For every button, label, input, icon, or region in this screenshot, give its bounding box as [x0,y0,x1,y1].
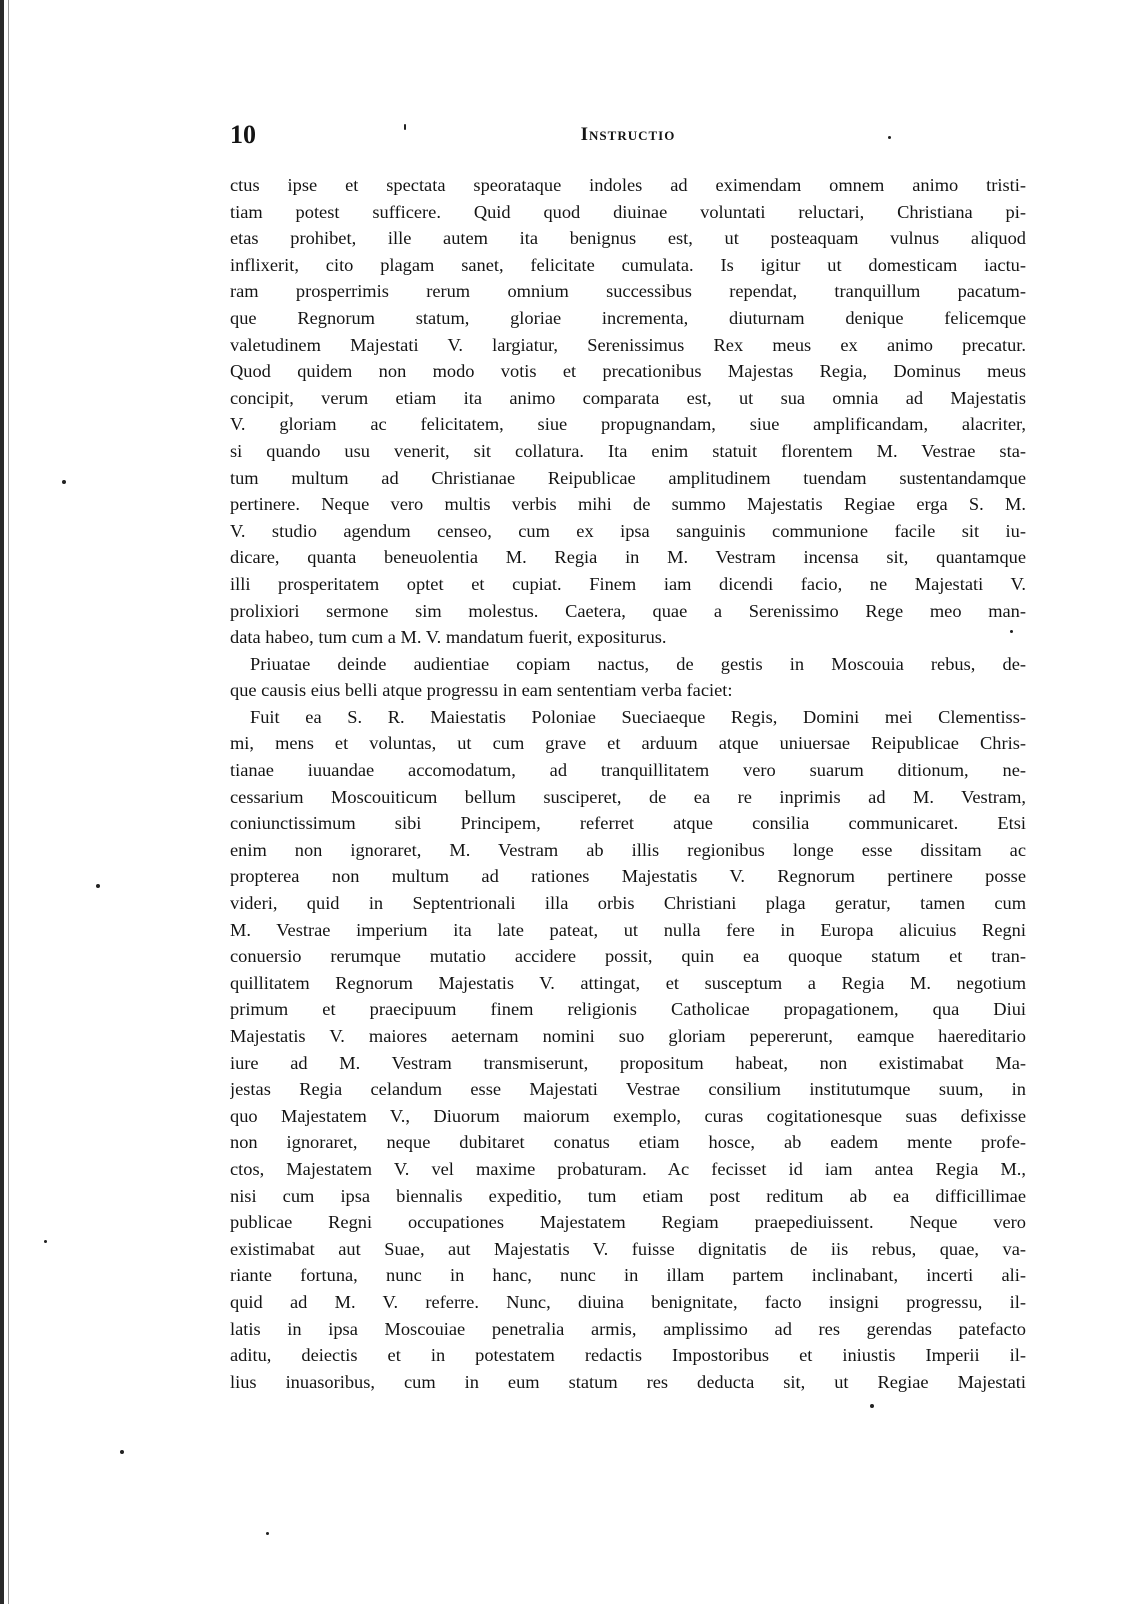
scan-speck [870,1404,874,1408]
text-line: cessarium Moscouiticum bellum susciperet, de ea re inprimis ad M. Vestram, [230,786,1026,807]
text-line: que causis eius belli atque progressu in eam sententiam verba faciet: [230,680,733,701]
text-line: conuersio rerumque mutatio accidere possit, quin ea quoque statum et tran- [230,946,1026,967]
page-number: 10 [230,120,256,149]
page-edge-line [8,0,9,1604]
text-line: non ignoraret, neque dubitaret conatus etiam hosce, ab eadem mente profe- [230,1132,1026,1153]
scan-speck [404,124,406,130]
text-line: lius inuasoribus, cum in eum statum res deducta sit, ut Regiae Majestati [230,1371,1026,1392]
text-line: si quando usu venerit, sit collatura. Ita enim statuit florentem M. Vestrae sta- [230,440,1026,461]
text-line: V. gloriam ac felicitatem, siue propugnandam, siue amplificandam, alacriter, [230,414,1026,435]
page-edge-shadow [0,0,4,1604]
text-line: enim non ignoraret, M. Vestram ab illis regionibus longe esse dissitam ac [230,839,1026,860]
text-line: inflixerit, cito plagam sanet, felicitate cumulata. Is igitur ut domesticam iactu- [230,254,1026,275]
text-line: illi prosperitatem optet et cupiat. Finem iam dicendi facio, ne Majestati V. [230,573,1026,594]
scan-speck [266,1532,269,1535]
text-line: Quod quidem non modo votis et precationibus Majestas Regia, Dominus meus [230,361,1026,382]
text-line: tianae iuuandae accomodatum, ad tranquillitatem vero suarum ditionum, ne- [230,760,1026,781]
page-header [230,118,1026,154]
scan-speck [44,1240,47,1243]
text-line: Priuatae deinde audientiae copiam nactus, de gestis in Moscouia rebus, de- [250,653,1026,674]
text-line: nisi cum ipsa biennalis expeditio, tum etiam post reditum ab ea difficillimae [230,1185,1026,1206]
scan-speck [96,884,100,888]
scan-speck [888,136,891,139]
text-line: M. Vestrae imperium ita late pateat, ut nulla fere in Europa alicuius Regni [230,919,1026,940]
text-line: primum et praecipuum finem religionis Catholicae propagationem, qua Diui [230,999,1026,1020]
text-line: quillitatem Regnorum Majestatis V. attingat, et susceptum a Regia M. negotium [230,972,1026,993]
text-line: riante fortuna, nunc in hanc, nunc in illam partem inclinabant, incerti ali- [230,1265,1026,1286]
text-line: ctos, Majestatem V. vel maxime probaturam. Ac fecisset id iam antea Regia M., [230,1158,1026,1179]
text-line: concipit, verum etiam ita animo comparata est, ut sua omnia ad Majestatis [230,387,1026,408]
scan-speck [62,480,66,484]
text-line: mi, mens et voluntas, ut cum grave et arduum atque uniuersae Reipublicae Chris- [230,733,1026,754]
text-line: ram prosperrimis rerum omnium successibus rependat, tranquillum pacatum- [230,281,1026,302]
scan-speck [120,1450,124,1454]
text-line: latis in ipsa Moscouiae penetralia armis, amplissimo ad res gerendas patefacto [230,1318,1026,1339]
text-line: publicae Regni occupationes Majestatem Regiam praepediuissent. Neque vero [230,1212,1026,1233]
text-line: quo Majestatem V., Diuorum maiorum exemplo, curas cogitationesque suas defixisse [230,1105,1026,1126]
text-line: propterea non multum ad rationes Majestatis V. Regnorum pertinere posse [230,866,1026,887]
text-line: V. studio agendum censeo, cum ex ipsa sanguinis communione facile sit iu- [230,520,1026,541]
text-line: prolixiori sermone sim molestus. Caetera, quae a Serenissimo Rege meo man- [230,600,1026,621]
text-line: ctus ipse et spectata speorataque indoles ad eximendam omnem animo tristi- [230,175,1026,195]
text-line: quid ad M. V. referre. Nunc, diuina benignitate, facto insigni progressu, il- [230,1291,1026,1312]
text-line: tiam potest sufficere. Quid quod diuinae voluntati reluctari, Christiana pi- [230,201,1026,222]
text-line: Majestatis V. maiores aeternam nomini suo gloriam pepererunt, eamque haereditario [230,1026,1026,1046]
text-line: pertinere. Neque vero multis verbis mihi de summo Majestatis Regiae erga S. M. [230,494,1026,515]
text-line: jestas Regia celandum esse Majestati Vestrae consilium institutumque suum, in [230,1079,1026,1100]
text-line: data habeo, tum cum a M. V. mandatum fuerit, expositurus. [230,627,667,648]
running-title: Instructio [580,124,676,145]
text-line: dicare, quanta beneuolentia M. Regia in M. Vestram incensa sit, quantamque [230,547,1026,568]
text-line: valetudinem Majestati V. largiatur, Serenissimus Rex meus ex animo precatur. [230,334,1026,355]
text-line: Fuit ea S. R. Maiestatis Poloniae Sueciaeque Regis, Domini mei Clementiss- [250,706,1026,727]
body-text [230,172,1026,1395]
text-line: tum multum ad Christianae Reipublicae amplitudinem tuendam sustentandamque [230,467,1026,488]
text-line: existimabat aut Suae, aut Majestatis V. fuisse dignitatis de iis rebus, quae, va- [230,1238,1026,1259]
text-line: que Regnorum statum, gloriae incrementa, diuturnam denique felicemque [230,307,1026,328]
text-line: videri, quid in Septentrionali illa orbis Christiani plaga geratur, tamen cum [230,893,1026,914]
text-line: etas prohibet, ille autem ita benignus est, ut posteaquam vulnus aliquod [230,228,1026,249]
text-line: iure ad M. Vestram transmiserunt, propositum habeat, non existimabat Ma- [230,1052,1026,1073]
text-line: aditu, deiectis et in potestatem redactis Impostoribus et iniustis Imperii il- [230,1345,1026,1366]
scan-speck [1010,630,1013,633]
text-line: coniunctissimum sibi Principem, referret atque consilia communicaret. Etsi [230,813,1026,834]
